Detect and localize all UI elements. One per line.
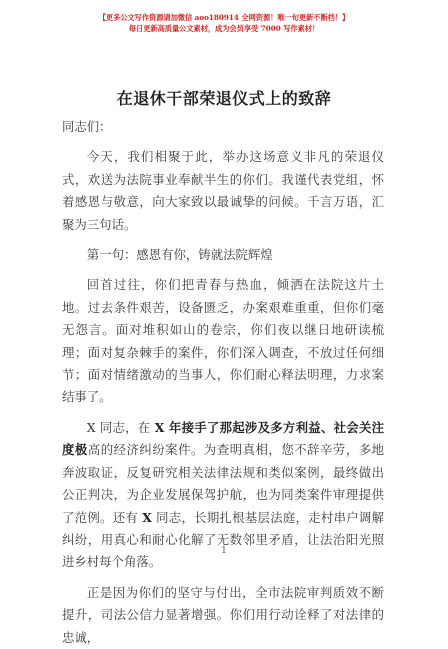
section-heading-1: 第一句：感恩有你，铸就法院辉煌 <box>86 247 273 263</box>
example-emphasis-1: X 年接手了那起涉及多方利益、社会关注度极 <box>62 419 384 458</box>
document-body <box>62 116 384 649</box>
example-emphasis-2: X <box>142 509 152 525</box>
promo-line-1: 【更多公文写作资源请加微信 aoo180914 全网资源！唯一旬更新不断档！】 <box>98 13 350 22</box>
promo-banner <box>0 12 448 34</box>
paragraph-conclusion: 正是因为你们的坚守与付出，全市法院审判质效不断提升，司法公信力显著增强。你们用行动诠释了对法律的忠诚， <box>62 584 384 645</box>
example-text-3: 同志，长期扎根基层法庭，走村串户调解纠纷，用真心和耐心化解了无数邻里矛盾，让法治阳光照进乡村每个角落。 <box>62 509 384 570</box>
paragraph-retrospect: 回首过往，你们把青春与热血，倾洒在法院这片土地。过去条件艰苦，设备匮乏，办案艰难重重，但你们毫无怨言。面对堆积如山的卷宗，你们夜以继日地研读梳理；面对复杂棘手的案件，你们深入调查，不放过任何细节；面对情绪激动的当事人，你们耐心释法明理，力求案结事了。 <box>62 277 384 405</box>
example-text-2: 高的经济纠纷案件。为查明真相，您不辞辛劳，多地奔波取证，反复研究相关法律法规和类似案例，最终做出公正判决，为企业发展保驾护航，也为同类案件审理提供了范例。还有 <box>62 442 385 525</box>
promo-line-2: 每日更新高质量公文素材，成为会员享受 7000 写作素材！ <box>128 24 320 33</box>
example-text-1: X 同志，在 <box>86 419 155 435</box>
paragraph-intro: 今天，我们相聚于此，举办这场意义非凡的荣退仪式，欢送为法院事业奉献半生的你们。我谨代表党组，怀着感恩与敬意，向大家致以最诚挚的问候。千言万语，汇聚为三句话。 <box>62 149 384 232</box>
greeting: 同志们： <box>62 119 112 134</box>
document-title: 在退休干部荣退仪式上的致辞 <box>116 89 332 108</box>
page-number: 1 <box>221 546 227 556</box>
